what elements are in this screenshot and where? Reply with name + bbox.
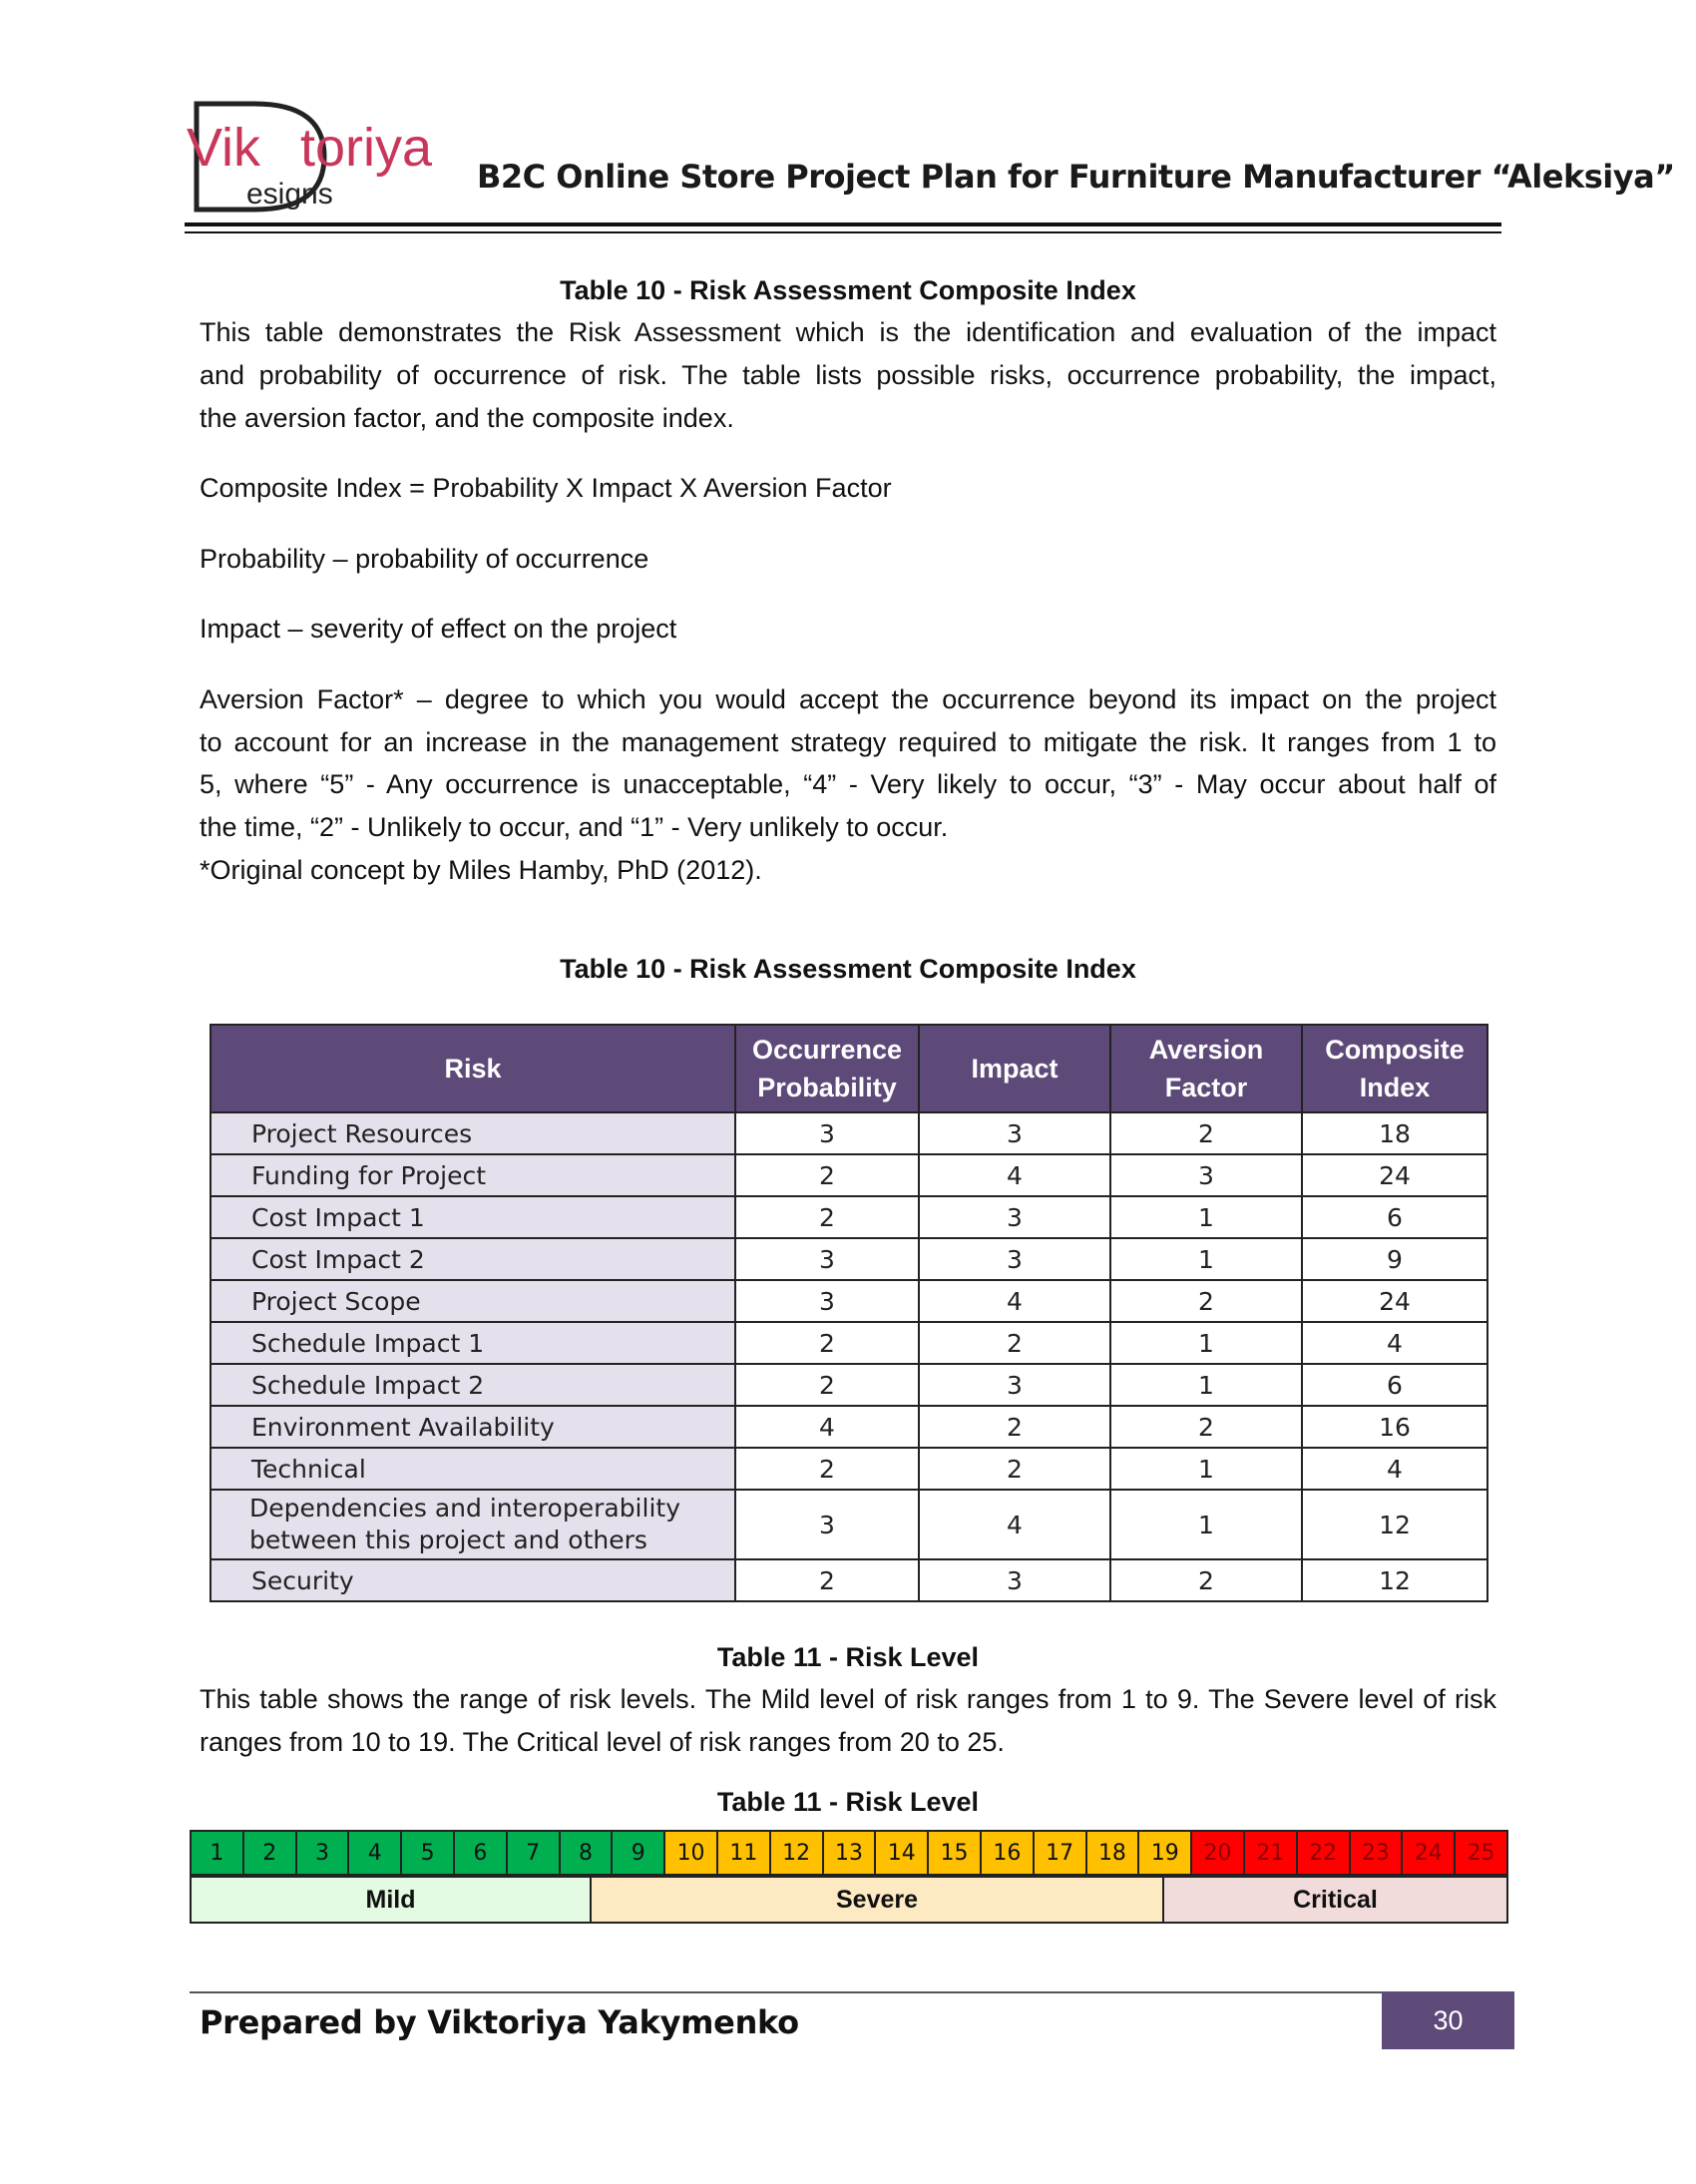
risk-level-cell-critical: 23 bbox=[1350, 1831, 1403, 1875]
impact-cell: 3 bbox=[919, 1238, 1110, 1280]
footnote: *Original concept by Miles Hamby, PhD (2012). bbox=[200, 855, 762, 885]
composite-cell: 18 bbox=[1302, 1112, 1487, 1154]
section11-line-2: ranges from 10 to 19. The Critical level of risk ranges from 20 to 25. bbox=[200, 1727, 1005, 1757]
aversion-cell: 2 bbox=[1110, 1112, 1302, 1154]
table-row bbox=[211, 1406, 1487, 1448]
impact-cell: 2 bbox=[919, 1322, 1110, 1364]
aversion-cell: 1 bbox=[1110, 1238, 1302, 1280]
aversion-line-4: the time, “2” - Unlikely to occur, and “1” - Very unlikely to occur. bbox=[200, 812, 949, 842]
risk-level-cell-critical: 20 bbox=[1191, 1831, 1244, 1875]
risk-level-cell-mild: 3 bbox=[296, 1831, 349, 1875]
risk-level-cell-severe: 13 bbox=[823, 1831, 876, 1875]
composite-cell: 4 bbox=[1302, 1322, 1487, 1364]
risk-level-cell-severe: 16 bbox=[981, 1831, 1034, 1875]
column-header-probability: Occurrence Probability bbox=[735, 1025, 919, 1112]
svg-text:toriya: toriya bbox=[300, 118, 433, 178]
intro-line-3: the aversion factor, and the composite index. bbox=[200, 403, 734, 433]
impact-cell: 3 bbox=[919, 1112, 1110, 1154]
composite-cell: 24 bbox=[1302, 1280, 1487, 1322]
band-severe: Severe bbox=[590, 1876, 1164, 1924]
risk-assessment-table bbox=[210, 1024, 1488, 1602]
composite-cell: 6 bbox=[1302, 1196, 1487, 1238]
impact-cell: 4 bbox=[919, 1490, 1110, 1559]
aversion-cell: 2 bbox=[1110, 1406, 1302, 1448]
section11-line-1: This table shows the range of risk levels. The Mild level of risk ranges from 1 to 9. The Severe level of risk bbox=[200, 1684, 1496, 1714]
aversion-cell: 2 bbox=[1110, 1559, 1302, 1601]
impact-cell: 2 bbox=[919, 1448, 1110, 1490]
aversion-line-2: to account for an increase in the management strategy required to mitigate the risk. It ranges from 1 to bbox=[200, 727, 1496, 757]
table-row bbox=[211, 1280, 1487, 1322]
formula-text: Composite Index = Probability X Impact X Aversion Factor bbox=[200, 473, 892, 503]
risk-name-cell: Cost Impact 2 bbox=[211, 1238, 735, 1280]
risk-level-cell-severe: 15 bbox=[928, 1831, 981, 1875]
column-header-aversion: Aversion Factor bbox=[1110, 1025, 1302, 1112]
impact-cell: 3 bbox=[919, 1364, 1110, 1406]
probability-definition: Probability – probability of occurrence bbox=[200, 544, 649, 574]
impact-cell: 3 bbox=[919, 1559, 1110, 1601]
table-header-row bbox=[211, 1025, 1487, 1112]
risk-level-cell-critical: 25 bbox=[1455, 1831, 1507, 1875]
probability-cell: 2 bbox=[735, 1196, 919, 1238]
footer-divider bbox=[190, 1991, 1382, 1993]
risk-name-cell: Environment Availability bbox=[211, 1406, 735, 1448]
composite-cell: 9 bbox=[1302, 1238, 1487, 1280]
risk-level-cell-severe: 19 bbox=[1138, 1831, 1191, 1875]
table-row bbox=[211, 1490, 1487, 1559]
risk-table-body bbox=[211, 1112, 1487, 1601]
risk-name-cell: Technical bbox=[211, 1448, 735, 1490]
table-row bbox=[211, 1322, 1487, 1364]
table-row bbox=[211, 1364, 1487, 1406]
risk-name-cell: Dependencies and interoperability between this project and others bbox=[211, 1490, 735, 1559]
svg-text:Vik: Vik bbox=[187, 118, 261, 178]
viktoriya-designs-logo bbox=[185, 98, 454, 216]
composite-cell: 16 bbox=[1302, 1406, 1487, 1448]
composite-cell: 12 bbox=[1302, 1490, 1487, 1559]
aversion-line-3: 5, where “5” - Any occurrence is unacceptable, “4” - Very likely to occur, “3” - May occur about half of bbox=[200, 769, 1496, 799]
probability-cell: 2 bbox=[735, 1559, 919, 1601]
risk-level-cell-mild: 8 bbox=[560, 1831, 613, 1875]
impact-cell: 3 bbox=[919, 1196, 1110, 1238]
aversion-line-1: Aversion Factor* – degree to which you would accept the occurrence beyond its impact on the project bbox=[200, 684, 1496, 714]
band-critical: Critical bbox=[1162, 1876, 1508, 1924]
impact-definition: Impact – severity of effect on the project bbox=[200, 614, 677, 644]
risk-level-cell-severe: 14 bbox=[875, 1831, 928, 1875]
risk-name-cell: Funding for Project bbox=[211, 1154, 735, 1196]
section-caption: Table 10 - Risk Assessment Composite Index bbox=[560, 275, 1136, 305]
svg-text:esigns: esigns bbox=[246, 178, 333, 211]
table-row bbox=[211, 1448, 1487, 1490]
risk-level-cell-mild: 5 bbox=[401, 1831, 454, 1875]
risk-level-cell-critical: 22 bbox=[1297, 1831, 1350, 1875]
risk-level-cell-mild: 4 bbox=[348, 1831, 401, 1875]
table-row bbox=[211, 1238, 1487, 1280]
aversion-cell: 1 bbox=[1110, 1490, 1302, 1559]
risk-level-cell-severe: 18 bbox=[1086, 1831, 1139, 1875]
prepared-by: Prepared by Viktoriya Yakymenko bbox=[200, 2003, 799, 2041]
section11-caption: Table 11 - Risk Level bbox=[716, 1642, 980, 1672]
risk-level-cell-severe: 10 bbox=[664, 1831, 717, 1875]
risk-level-cell-severe: 12 bbox=[770, 1831, 823, 1875]
document-title: B2C Online Store Project Plan for Furniture Manufacturer “Aleksiya” bbox=[477, 158, 1675, 196]
probability-cell: 3 bbox=[735, 1238, 919, 1280]
probability-cell: 3 bbox=[735, 1112, 919, 1154]
intro-line-1: This table demonstrates the Risk Assessment which is the identification and evaluation of the impact bbox=[200, 317, 1496, 347]
page-number: 30 bbox=[1382, 1991, 1514, 2049]
composite-cell: 4 bbox=[1302, 1448, 1487, 1490]
impact-cell: 4 bbox=[919, 1154, 1110, 1196]
impact-cell: 2 bbox=[919, 1406, 1110, 1448]
risk-level-cell-severe: 17 bbox=[1034, 1831, 1086, 1875]
probability-cell: 2 bbox=[735, 1448, 919, 1490]
probability-cell: 3 bbox=[735, 1280, 919, 1322]
aversion-cell: 1 bbox=[1110, 1448, 1302, 1490]
aversion-cell: 1 bbox=[1110, 1322, 1302, 1364]
table-row bbox=[211, 1559, 1487, 1601]
risk-name-cell: Project Resources bbox=[211, 1112, 735, 1154]
column-header-risk: Risk bbox=[211, 1025, 735, 1112]
impact-cell: 4 bbox=[919, 1280, 1110, 1322]
probability-cell: 3 bbox=[735, 1490, 919, 1559]
band-mild: Mild bbox=[190, 1876, 592, 1924]
probability-cell: 2 bbox=[735, 1322, 919, 1364]
risk-level-table bbox=[190, 1830, 1508, 1876]
table-row bbox=[211, 1196, 1487, 1238]
risk-level-cell-mild: 6 bbox=[454, 1831, 507, 1875]
risk-level-cell-mild: 1 bbox=[191, 1831, 243, 1875]
page-header bbox=[185, 98, 1675, 232]
risk-level-scale-row bbox=[191, 1831, 1507, 1875]
risk-level-cell-mild: 9 bbox=[612, 1831, 664, 1875]
aversion-cell: 3 bbox=[1110, 1154, 1302, 1196]
aversion-cell: 1 bbox=[1110, 1364, 1302, 1406]
risk-level-cell-mild: 2 bbox=[243, 1831, 296, 1875]
probability-cell: 2 bbox=[735, 1154, 919, 1196]
risk-name-cell: Project Scope bbox=[211, 1280, 735, 1322]
column-header-composite: Composite Index bbox=[1302, 1025, 1487, 1112]
header-divider-thin bbox=[185, 231, 1501, 233]
header-divider-thick bbox=[185, 222, 1501, 226]
table-row bbox=[211, 1112, 1487, 1154]
risk-level-cell-critical: 21 bbox=[1244, 1831, 1297, 1875]
composite-cell: 24 bbox=[1302, 1154, 1487, 1196]
risk-name-cell: Schedule Impact 2 bbox=[211, 1364, 735, 1406]
risk-name-cell: Cost Impact 1 bbox=[211, 1196, 735, 1238]
composite-cell: 6 bbox=[1302, 1364, 1487, 1406]
table11-caption: Table 11 - Risk Level bbox=[716, 1787, 980, 1817]
probability-cell: 2 bbox=[735, 1364, 919, 1406]
probability-cell: 4 bbox=[735, 1406, 919, 1448]
risk-name-cell: Schedule Impact 1 bbox=[211, 1322, 735, 1364]
risk-name-cell: Security bbox=[211, 1559, 735, 1601]
aversion-cell: 1 bbox=[1110, 1196, 1302, 1238]
table-row bbox=[211, 1154, 1487, 1196]
intro-line-2: and probability of occurrence of risk. The table lists possible risks, occurrence probability, the impact, bbox=[200, 360, 1496, 390]
risk-level-cell-severe: 11 bbox=[717, 1831, 770, 1875]
table10-caption: Table 10 - Risk Assessment Composite Index bbox=[560, 954, 1136, 984]
composite-cell: 12 bbox=[1302, 1559, 1487, 1601]
column-header-impact: Impact bbox=[919, 1025, 1110, 1112]
aversion-cell: 2 bbox=[1110, 1280, 1302, 1322]
risk-level-cell-critical: 24 bbox=[1402, 1831, 1455, 1875]
risk-level-cell-mild: 7 bbox=[507, 1831, 560, 1875]
